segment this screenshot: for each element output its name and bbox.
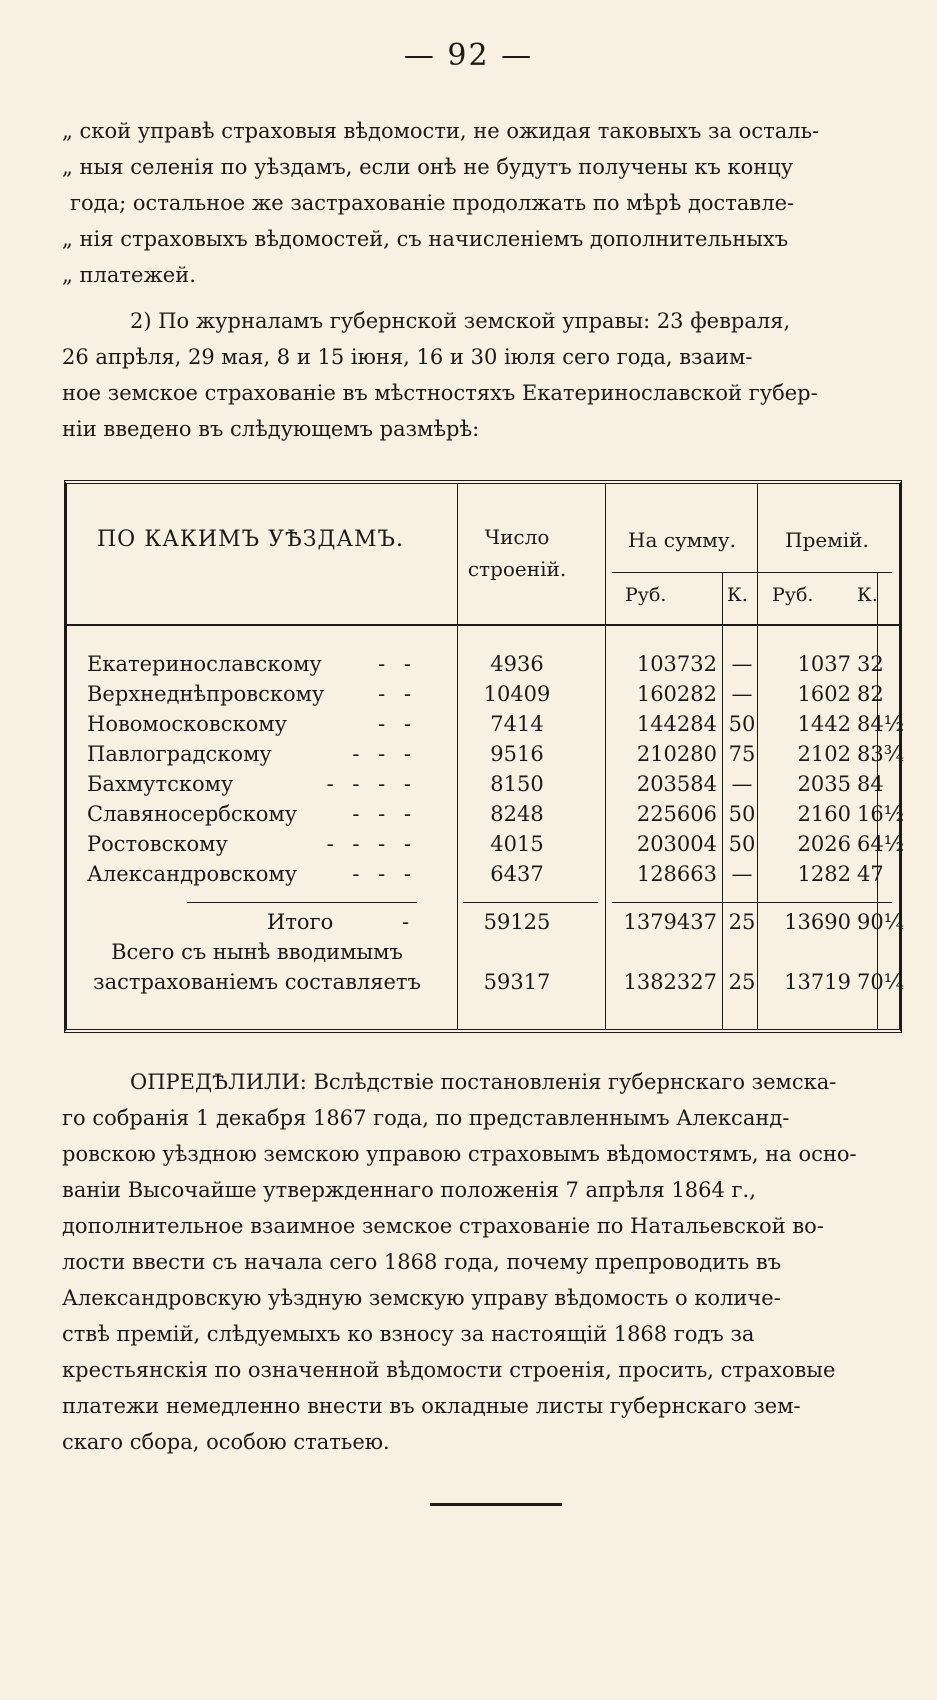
leader-dashes: - — [402, 910, 410, 934]
building-count: 6437 — [490, 862, 544, 886]
table-row — [67, 739, 905, 769]
sum-rub: 1379437 — [623, 910, 717, 934]
text-line: ОПРЕДѢЛИЛИ: Вслѣдствіе постановленія губернскаго земска- — [130, 1070, 837, 1094]
text-line: ное земское страхованіе въ мѣстностяхъ Екатеринославской губер- — [62, 381, 818, 405]
total-rule — [612, 902, 892, 903]
premium-kop: 90¼ — [857, 910, 905, 934]
leader-dashes: - - - — [352, 742, 417, 766]
sum-rub: 103732 — [636, 652, 717, 676]
sum-rub: 128663 — [636, 862, 717, 886]
paragraph-resolution — [62, 1064, 900, 1460]
sub-kop: К. — [727, 584, 748, 606]
leader-dashes: - - - - — [326, 772, 417, 796]
district-name: Павлоградскому — [87, 742, 272, 766]
total-label: Итого — [267, 910, 334, 934]
district-name: Ростовскому — [87, 832, 228, 856]
building-count: 8248 — [490, 802, 544, 826]
leader-dashes: - - - — [352, 862, 417, 886]
text-line: „ ныя селенія по уѣздамъ, если онѣ не будутъ получены къ концу — [62, 155, 794, 179]
premium-rub: 2160 — [797, 802, 851, 826]
text-line: дополнительное взаимное земское страхованіе по Натальевской во- — [62, 1214, 824, 1238]
sub-kop: К. — [857, 584, 878, 606]
sum-rub: 1382327 — [623, 970, 717, 994]
premium-kop: 82 — [857, 682, 884, 706]
district-name: Бахмутскому — [87, 772, 234, 796]
premium-rub: 2102 — [797, 742, 851, 766]
premium-rub: 13690 — [784, 910, 851, 934]
premium-kop: 83¾ — [857, 742, 905, 766]
table-row — [67, 799, 905, 829]
total-row — [67, 907, 905, 937]
building-count: 4936 — [490, 652, 544, 676]
sum-kop: 50 — [728, 832, 756, 856]
table-row — [67, 649, 899, 679]
sub-rub: Руб. — [625, 584, 667, 606]
text-line: скаго сбора, особою статьею. — [62, 1430, 390, 1454]
premium-rub: 2035 — [797, 772, 851, 796]
text-line: „ ской управѣ страховыя вѣдомости, не ожидая таковыхъ за осталь- — [62, 119, 820, 143]
header-bottom-rule — [67, 624, 899, 626]
sum-kop: — — [731, 652, 753, 676]
premium-rub: 1442 — [797, 712, 851, 736]
text-line: го собранія 1 декабря 1867 года, по представленнымъ Александ- — [62, 1106, 790, 1130]
sum-kop: — — [731, 772, 753, 796]
insurance-table — [64, 480, 905, 1033]
paragraph-continuation — [62, 113, 900, 293]
end-rule — [430, 1503, 562, 1506]
premium-rub: 1282 — [797, 862, 851, 886]
text-line: платежи немедленно внести въ окладные листы губернскаго зем- — [62, 1394, 801, 1418]
table-row — [67, 679, 899, 709]
text-line: ствѣ премій, слѣдуемыхъ ко взносу за настоящій 1868 годъ за — [62, 1322, 755, 1346]
text-line: „ нія страховыхъ вѣдомостей, съ начисленіемъ дополнительныхъ — [62, 227, 789, 251]
premium-rub: 1037 — [797, 652, 851, 676]
leader-dashes: - - - — [352, 802, 417, 826]
district-name: Новомосковскому — [87, 712, 287, 736]
sum-rub: 144284 — [636, 712, 717, 736]
table-row — [67, 859, 899, 889]
total-rule — [187, 902, 417, 903]
text-line: лости ввести съ начала сего 1868 года, почему препроводить въ — [62, 1250, 782, 1274]
premium-rub: 1602 — [797, 682, 851, 706]
paragraph-journals — [62, 303, 900, 447]
sum-kop: 50 — [728, 712, 756, 736]
premium-rub: 13719 — [784, 970, 851, 994]
premium-kop: 16½ — [857, 802, 905, 826]
table-row — [67, 769, 899, 799]
header-sum: На сумму. — [628, 528, 736, 552]
total-rule — [463, 902, 598, 903]
header-count-line2: строеній. — [467, 557, 567, 581]
table-row — [67, 829, 905, 859]
district-name: Славяносербскому — [87, 802, 298, 826]
sum-kop: — — [731, 682, 753, 706]
building-count: 59317 — [483, 970, 551, 994]
grand-total-label — [87, 937, 427, 997]
district-name: Верхнеднѣпровскому — [87, 682, 325, 706]
sum-rub: 203004 — [636, 832, 717, 856]
premium-kop: 84½ — [857, 712, 905, 736]
sub-rub: Руб. — [772, 584, 814, 606]
sum-kop: 25 — [728, 970, 756, 994]
page-number: — 92 — — [403, 38, 534, 73]
grand-total-row — [67, 937, 905, 997]
text-line: „ платежей. — [62, 263, 196, 287]
building-count: 10409 — [483, 682, 551, 706]
leader-dashes: - - — [378, 712, 417, 736]
sum-kop: 50 — [728, 802, 756, 826]
premium-rub: 2026 — [797, 832, 851, 856]
text-line: 2) По журналамъ губернской земской управы: 23 февраля, — [130, 309, 791, 333]
building-count: 8150 — [490, 772, 544, 796]
grand-total-label-line1: Всего съ нынѣ вводимымъ — [111, 940, 403, 964]
building-count: 59125 — [483, 910, 551, 934]
premium-kop: 32 — [857, 652, 884, 676]
premium-kop: 64½ — [857, 832, 905, 856]
leader-dashes: - - — [378, 652, 417, 676]
district-name: Александровскому — [87, 862, 298, 886]
text-line: ваніи Высочайше утвержденнаго положенія 7 апрѣля 1864 г., — [62, 1178, 756, 1202]
text-line: крестьянскія по означенной вѣдомости строенія, просить, страховые — [62, 1358, 836, 1382]
sum-kop: — — [731, 862, 753, 886]
building-count: 7414 — [490, 712, 544, 736]
leader-dashes: - - - - — [326, 832, 417, 856]
text-line: ніи введено въ слѣдующемъ размѣрѣ: — [62, 417, 480, 441]
header-count — [457, 521, 577, 585]
text-line: ровскою уѣздною земскою управою страховымъ вѣдомостямъ, на осно- — [62, 1142, 857, 1166]
premium-kop: 84 — [857, 772, 884, 796]
sum-rub: 203584 — [636, 772, 717, 796]
table-row — [67, 709, 905, 739]
sum-kop: 75 — [728, 742, 756, 766]
text-line: года; остальное же застрахованіе продолжать по мѣрѣ доставле- — [70, 191, 795, 215]
header-count-line1: Число — [484, 525, 550, 549]
building-count: 9516 — [490, 742, 544, 766]
text-line: 26 апрѣля, 29 мая, 8 и 15 іюня, 16 и 30 іюля сего года, взаим- — [62, 345, 753, 369]
header-districts: ПО КАКИМЪ УѢЗДАМЪ. — [97, 527, 405, 552]
sum-rub: 225606 — [636, 802, 717, 826]
premium-kop: 70¼ — [857, 970, 905, 994]
sum-kop: 25 — [728, 910, 756, 934]
grand-total-label-line2: застрахованіемъ составляетъ — [93, 970, 421, 994]
text-line: Александровскую уѣздную земскую управу вѣдомость о количе- — [62, 1286, 781, 1310]
sum-rub: 210280 — [636, 742, 717, 766]
premium-kop: 47 — [857, 862, 884, 886]
header-premiums: Премій. — [785, 528, 869, 552]
leader-dashes: - - — [378, 682, 417, 706]
header-divider — [612, 572, 892, 573]
building-count: 4015 — [490, 832, 544, 856]
sum-rub: 160282 — [636, 682, 717, 706]
district-name: Екатеринославскому — [87, 652, 322, 676]
